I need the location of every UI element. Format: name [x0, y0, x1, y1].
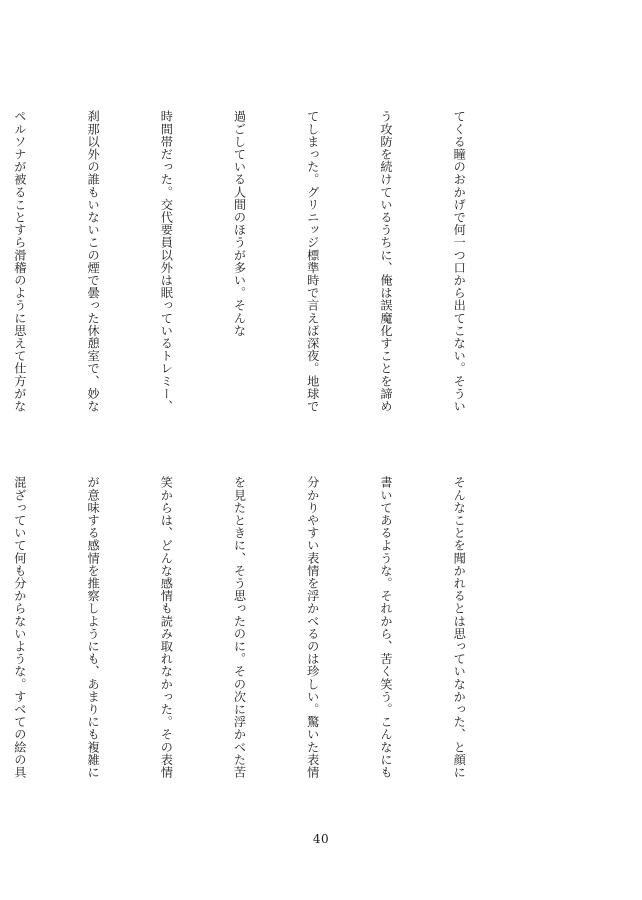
text-line: ペルソナが被ることすら滑稽のように思えて仕方がな — [12, 110, 27, 413]
text-line: 書いてあるような。それから、苦く笑う。こんなにも — [378, 476, 393, 779]
text-line: 時間帯だった。交代要員以外は眠っているトレミー、 — [159, 110, 174, 413]
text-line: 分かりやすい表情を浮かべるのは珍しい。驚いた表情 — [305, 476, 320, 779]
text-line: 笑からは、どんな感情も読み取れなかった。その表情 — [159, 476, 174, 779]
page-number: 40 — [312, 832, 330, 846]
text-line: う攻防を続けているうちに、俺は誤魔化すことを諦め — [378, 110, 393, 413]
text-line: てくる瞳のおかげで何一つ口から出てこない。そうい — [452, 110, 467, 413]
text-line: を見たときに、そう思ったのに。その次に浮かべた苦 — [232, 476, 247, 779]
text-line: てしまった。グリニッジ標準時で言えば深夜。地球で — [305, 110, 320, 413]
text-line: 刹那以外の誰もいないこの煙で曇った休憩室で、妙な — [86, 110, 101, 413]
upper-text-column — [12, 110, 520, 455]
lower-text-column — [12, 476, 520, 821]
text-line: 混ざっていて何も分からないような。すべての絵の具 — [12, 476, 27, 779]
text-line: が意味する感情を推察しようにも、あまりにも複雑に — [86, 476, 101, 779]
text-line: 過ごしている人間のほうが多い。そんな — [232, 110, 247, 337]
text-line: そんなことを聞かれるとは思っていなかった、と顔に — [452, 476, 467, 779]
